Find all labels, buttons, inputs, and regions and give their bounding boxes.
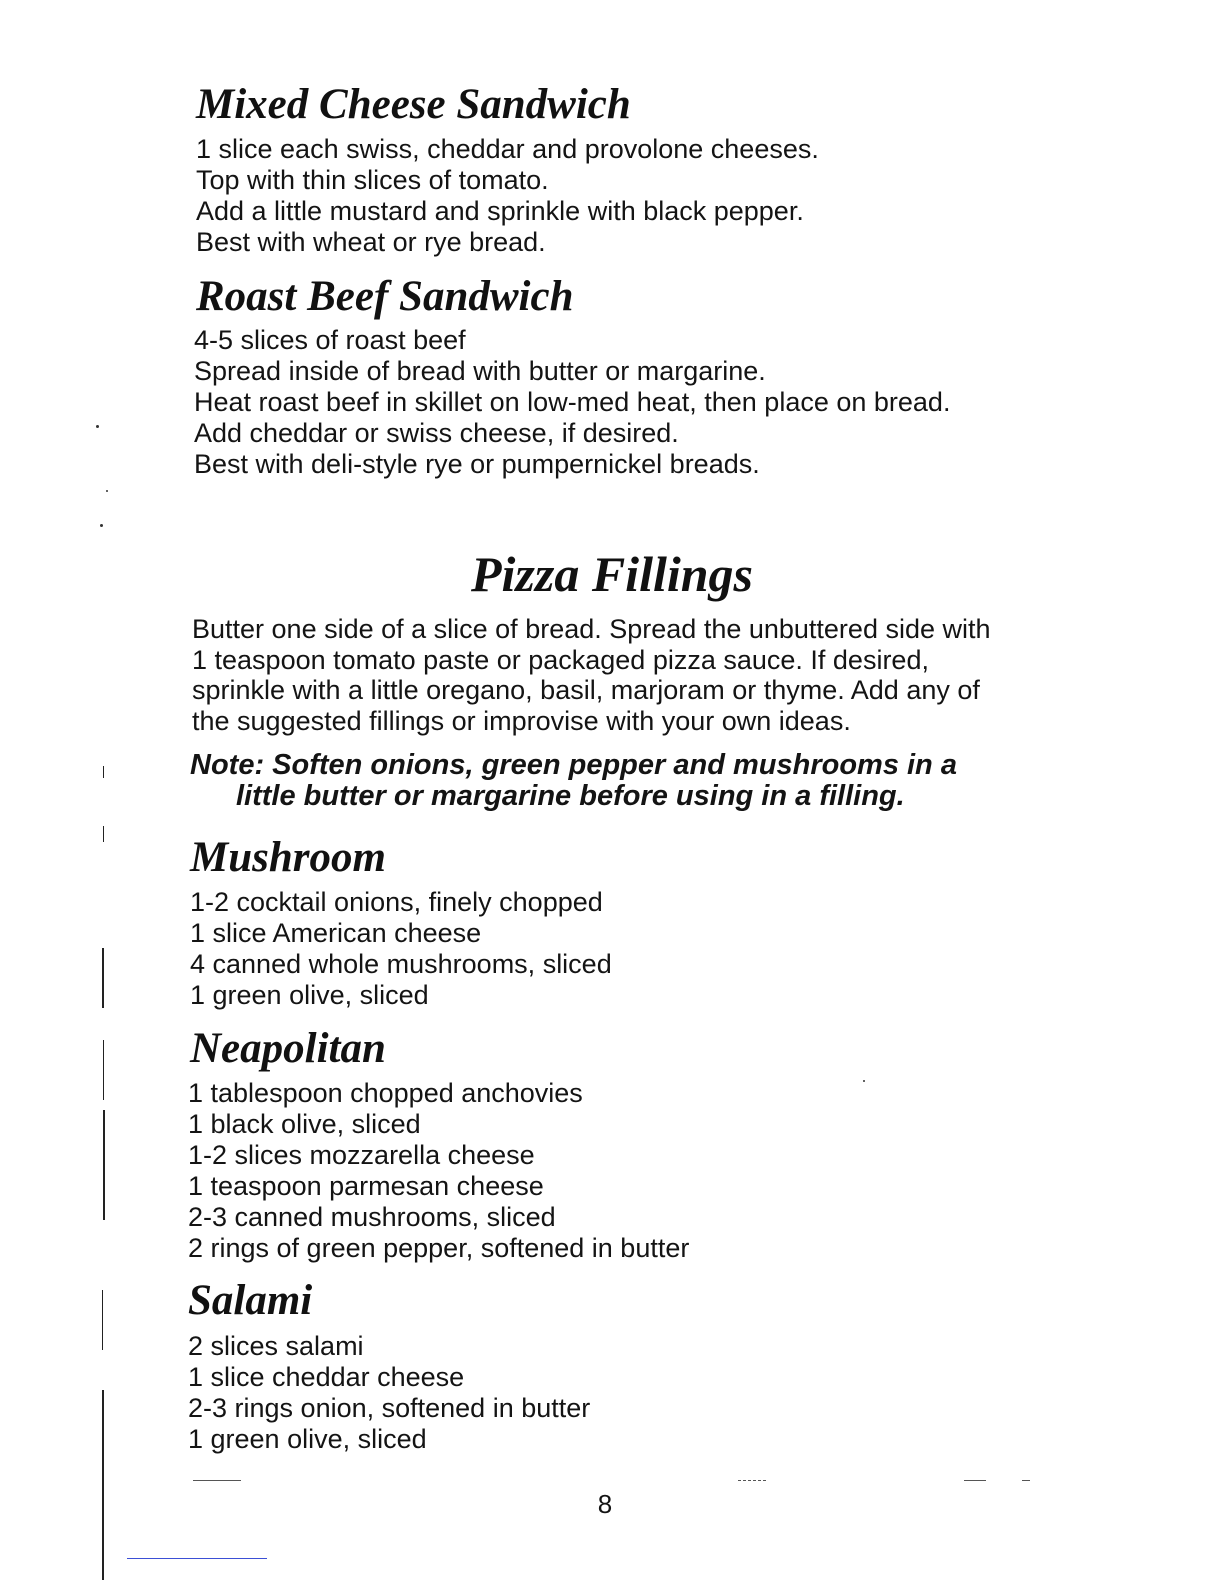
scan-edge-mark <box>103 1040 104 1100</box>
filling-lines-mushroom <box>190 887 612 1011</box>
recipe-line: Top with thin slices of tomato. <box>196 165 549 195</box>
scan-speck <box>96 425 99 428</box>
scan-edge-mark <box>102 1290 103 1350</box>
scan-edge-mark <box>103 766 104 778</box>
filling-line: 1-2 slices mozzarella cheese <box>188 1140 535 1170</box>
filling-line: 1 slice cheddar cheese <box>188 1362 465 1392</box>
scan-edge-mark <box>102 948 104 1008</box>
pizza-note <box>190 750 1030 812</box>
filling-line: 1 green olive, sliced <box>188 1424 427 1454</box>
filling-line: 1 teaspoon parmesan cheese <box>188 1171 544 1201</box>
filling-line: 2 rings of green pepper, softened in butter <box>188 1233 690 1263</box>
filling-title-neapolitan: Neapolitan <box>190 1025 386 1072</box>
footer-rule <box>738 1480 766 1481</box>
note-line: Note: Soften onions, green pepper and mushrooms in a <box>190 749 957 781</box>
filling-line: 1 tablespoon chopped anchovies <box>188 1078 583 1108</box>
page-number: 8 <box>597 1489 613 1519</box>
note-line: little butter or margarine before using in a filling. <box>236 780 905 812</box>
recipe-line: Best with wheat or rye bread. <box>196 227 546 257</box>
intro-line: the suggested fillings or improvise with your own ideas. <box>192 705 851 736</box>
filling-line: 2 slices salami <box>188 1331 364 1361</box>
recipe-line: Heat roast beef in skillet on low-med heat, then place on bread. <box>194 387 951 417</box>
filling-line: 1 slice American cheese <box>190 918 482 948</box>
section-title-pizza-fillings: Pizza Fillings <box>470 546 754 602</box>
recipe-line: Best with deli-style rye or pumpernickel breads. <box>194 449 760 479</box>
filling-line: 1-2 cocktail onions, finely chopped <box>190 887 603 917</box>
filling-title-salami: Salami <box>188 1277 313 1324</box>
recipe-title-mixed-cheese: Mixed Cheese Sandwich <box>196 81 631 128</box>
intro-line: sprinkle with a little oregano, basil, marjoram or thyme. Add any of <box>192 675 980 705</box>
filling-line: 1 black olive, sliced <box>188 1109 421 1139</box>
scan-speck <box>100 524 103 527</box>
filling-lines-neapolitan <box>188 1078 689 1264</box>
filling-line: 1 green olive, sliced <box>190 980 429 1010</box>
footer-rule <box>193 1480 241 1481</box>
filling-line: 4 canned whole mushrooms, sliced <box>190 949 612 979</box>
scan-edge-mark <box>102 1390 104 1580</box>
footer-rule <box>964 1480 986 1481</box>
scan-edge-mark <box>103 1110 105 1220</box>
scan-artifact-line <box>127 1558 267 1559</box>
filling-line: 2-3 canned mushrooms, sliced <box>188 1202 556 1232</box>
filling-line: 2-3 rings onion, softened in butter <box>188 1393 591 1423</box>
intro-line: 1 teaspoon tomato paste or packaged pizza sauce. If desired, <box>192 644 929 675</box>
pizza-intro <box>192 614 1032 736</box>
scan-edge-mark <box>103 826 104 842</box>
recipe-line: 4-5 slices of roast beef <box>194 325 466 355</box>
filling-title-mushroom: Mushroom <box>190 834 386 881</box>
scan-speck <box>106 490 108 492</box>
scan-speck <box>863 1080 865 1082</box>
recipe-lines-roast-beef <box>194 325 950 480</box>
recipe-line: Add a little mustard and sprinkle with black pepper. <box>196 196 804 226</box>
intro-line: Butter one side of a slice of bread. Spread the unbuttered side with <box>192 614 991 644</box>
recipe-line: Add cheddar or swiss cheese, if desired. <box>194 418 679 448</box>
filling-lines-salami <box>188 1331 590 1455</box>
recipe-line: 1 slice each swiss, cheddar and provolone cheeses. <box>196 134 819 164</box>
recipe-lines-mixed-cheese <box>196 134 819 258</box>
recipe-title-roast-beef: Roast Beef Sandwich <box>196 273 574 320</box>
recipe-line: Spread inside of bread with butter or margarine. <box>194 356 766 386</box>
footer-rule <box>1022 1480 1030 1481</box>
